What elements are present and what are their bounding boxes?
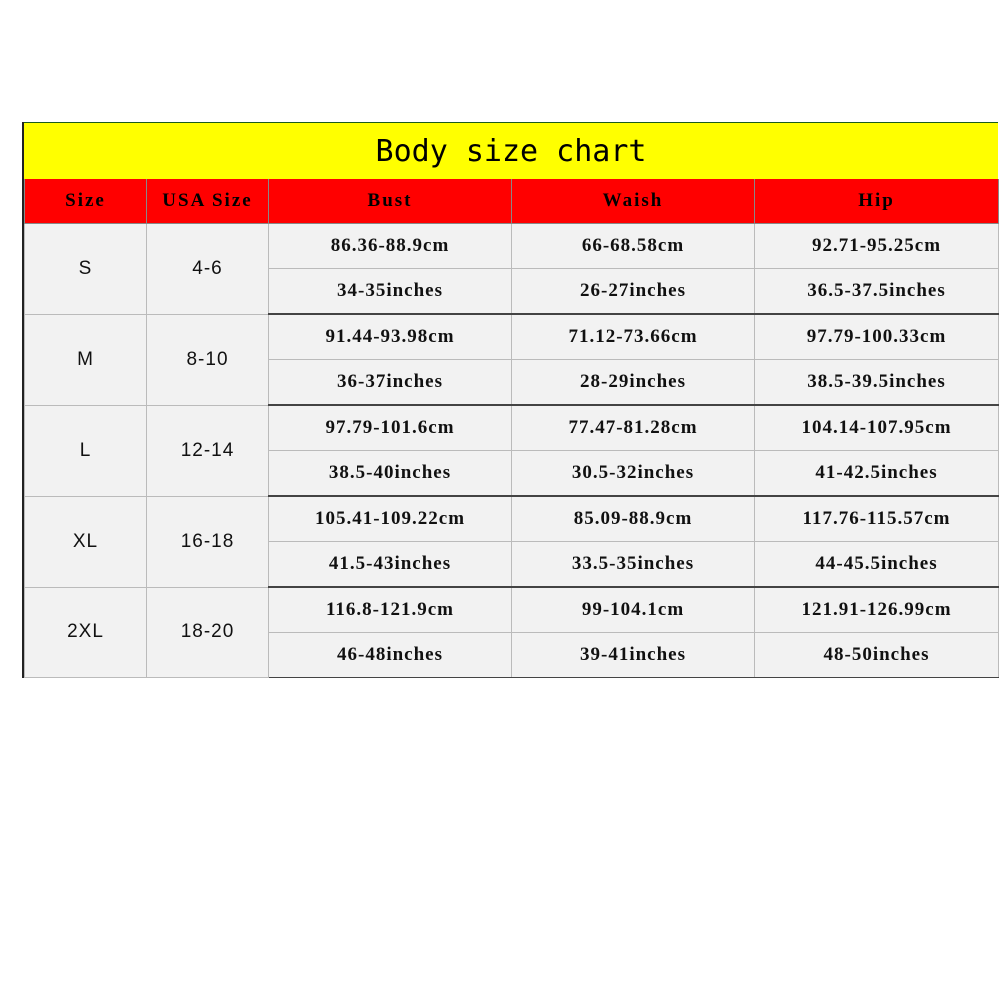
chart-title: Body size chart [24,122,998,179]
hip-cm-cell: 117.76-115.57cm [755,496,999,542]
size-cell: XL [25,496,147,587]
header-size: Size [25,179,147,224]
bust-cm-cell: 91.44-93.98cm [269,314,512,360]
table-row [25,496,999,542]
bust-cm-cell: 105.41-109.22cm [269,496,512,542]
bust-cm-cell: 86.36-88.9cm [269,224,512,269]
hip-cm-cell: 97.79-100.33cm [755,314,999,360]
usa-size-cell: 18-20 [147,587,269,678]
table-row [25,314,999,360]
bust-inch-cell: 41.5-43inches [269,542,512,588]
hip-inch-cell: 44-45.5inches [755,542,999,588]
size-cell: M [25,314,147,405]
table-row [25,224,999,269]
usa-size-cell: 12-14 [147,405,269,496]
bust-inch-cell: 36-37inches [269,360,512,406]
usa-size-cell: 4-6 [147,224,269,315]
bust-inch-cell: 34-35inches [269,269,512,315]
waist-cm-cell: 66-68.58cm [512,224,755,269]
size-chart [22,122,998,678]
size-cell: 2XL [25,587,147,678]
waist-cm-cell: 99-104.1cm [512,587,755,633]
waist-inch-cell: 39-41inches [512,633,755,678]
size-cell: L [25,405,147,496]
hip-inch-cell: 48-50inches [755,633,999,678]
waist-inch-cell: 26-27inches [512,269,755,315]
hip-cm-cell: 92.71-95.25cm [755,224,999,269]
header-bust: Bust [269,179,512,224]
header-usa-size: USA Size [147,179,269,224]
bust-inch-cell: 38.5-40inches [269,451,512,497]
waist-inch-cell: 33.5-35inches [512,542,755,588]
header-row [25,179,999,224]
waist-inch-cell: 30.5-32inches [512,451,755,497]
header-waist: Waish [512,179,755,224]
size-cell: S [25,224,147,315]
usa-size-cell: 16-18 [147,496,269,587]
waist-inch-cell: 28-29inches [512,360,755,406]
hip-inch-cell: 41-42.5inches [755,451,999,497]
hip-inch-cell: 38.5-39.5inches [755,360,999,406]
usa-size-cell: 8-10 [147,314,269,405]
bust-cm-cell: 97.79-101.6cm [269,405,512,451]
table-row [25,405,999,451]
hip-cm-cell: 104.14-107.95cm [755,405,999,451]
bust-inch-cell: 46-48inches [269,633,512,678]
hip-inch-cell: 36.5-37.5inches [755,269,999,315]
table-row [25,587,999,633]
size-table [24,179,999,678]
bust-cm-cell: 116.8-121.9cm [269,587,512,633]
waist-cm-cell: 71.12-73.66cm [512,314,755,360]
hip-cm-cell: 121.91-126.99cm [755,587,999,633]
header-hip: Hip [755,179,999,224]
waist-cm-cell: 77.47-81.28cm [512,405,755,451]
waist-cm-cell: 85.09-88.9cm [512,496,755,542]
